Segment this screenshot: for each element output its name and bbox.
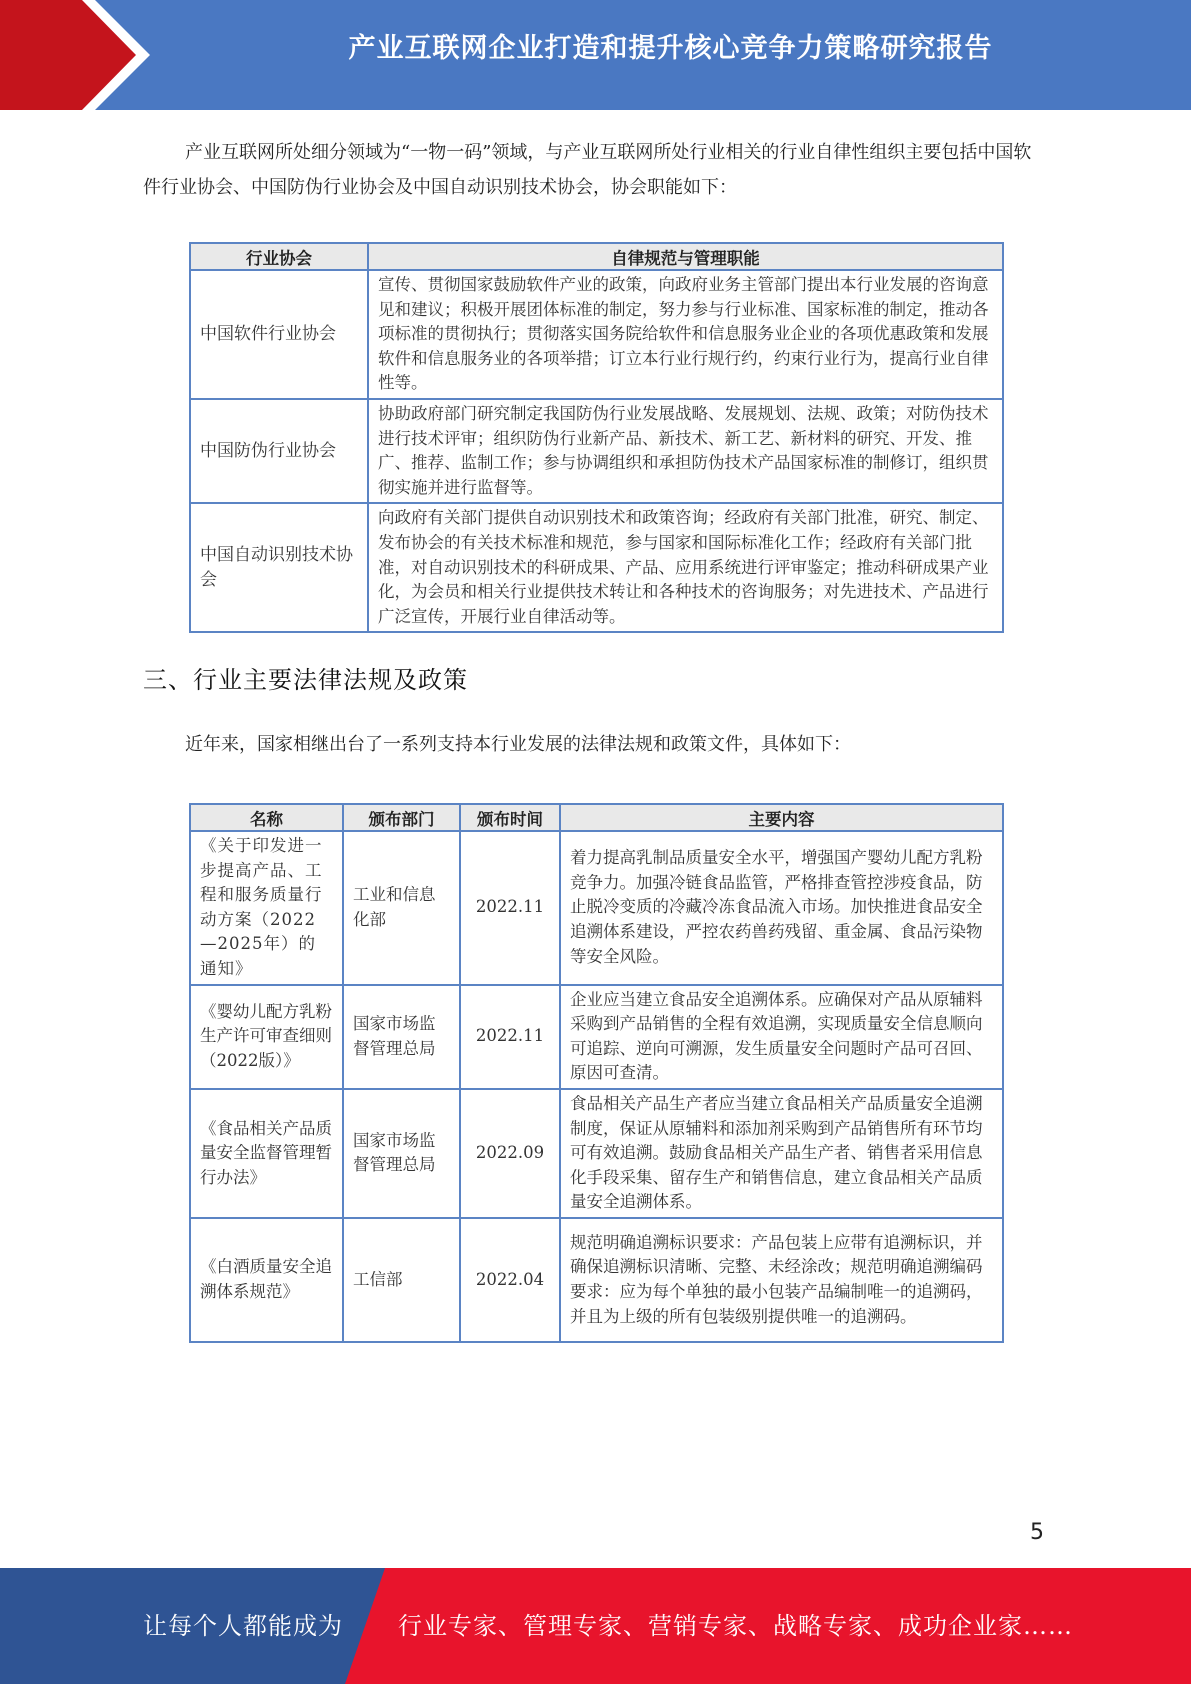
table-row (190, 985, 1003, 1089)
policy-content: 食品相关产品生产者应当建立食品相关产品质量安全追溯制度，保证从原辅料和添加剂采购到产品销售所有环节均可有效追溯。鼓励食品相关产品生产者、销售者采用信息化手段采集、留存生产和销售信息，建立食品相关产品质量安全追溯体系。 (560, 1089, 1003, 1218)
page-header (0, 0, 1191, 110)
association-duty: 协助政府部门研究制定我国防伪行业发展战略、发展规划、法规、政策；对防伪技术进行技术评审；组织防伪行业新产品、新技术、新工艺、新材料的研究、开发、推广、推荐、监制工作；参与协调组织和承担防伪技术产品国家标准的制修订，组织贯彻实施并进行监督等。 (368, 399, 1003, 503)
column-header: 名称 (190, 804, 343, 831)
policy-department: 国家市场监督管理总局 (343, 985, 460, 1089)
footer-slogan-right: 行业专家、管理专家、营销专家、战略专家、成功企业家…… (398, 1612, 1073, 1640)
association-name: 中国软件行业协会 (190, 270, 368, 399)
column-header: 行业协会 (190, 243, 368, 270)
association-duty: 宣传、贯彻国家鼓励软件产业的政策，向政府业务主管部门提出本行业发展的咨询意见和建议；积极开展团体标准的制定，努力参与行业标准、国家标准的制定，推动各项标准的贯彻执行；贯彻落实国务院给软件和信息服务业企业的各项优惠政策和发展软件和信息服务业的各项举措；订立本行业行规行约，约束行业行为，提高行业自律性等。 (368, 270, 1003, 399)
policy-name: 《白酒质量安全追溯体系规范》 (190, 1218, 343, 1342)
policy-name: 《食品相关产品质量安全监督管理暂行办法》 (190, 1089, 343, 1218)
column-header: 主要内容 (560, 804, 1003, 831)
policy-content: 着力提高乳制品质量安全水平，增强国产婴幼儿配方乳粉竞争力。加强冷链食品监管，严格排查管控涉疫食品，防止脱冷变质的冷藏冷冻食品流入市场。加快推进食品安全追溯体系建设，严控农药兽药残留、重金属、食品污染物等安全风险。 (560, 831, 1003, 985)
section-heading: 三、行业主要法律法规及政策 (143, 666, 468, 694)
policy-table (189, 803, 1004, 1343)
policy-department: 工信部 (343, 1218, 460, 1342)
table-row (190, 831, 1003, 985)
table-row (190, 503, 1003, 632)
table-header-row (190, 243, 1003, 270)
policy-date: 2022.09 (460, 1089, 560, 1218)
association-duty: 向政府有关部门提供自动识别技术和政策咨询；经政府有关部门批准，研究、制定、发布协会的有关技术标准和规范，参与国家和国际标准化工作；经政府有关部门批准，对自动识别技术的科研成果、产品、应用系统进行评审鉴定；推动科研成果产业化，为会员和相关行业提供技术转让和各种技术的咨询服务；对先进技术、产品进行广泛宣传，开展行业自律活动等。 (368, 503, 1003, 632)
column-header: 自律规范与管理职能 (368, 243, 1003, 270)
policy-intro-paragraph: 近年来，国家相继出台了一系列支持本行业发展的法律法规和政策文件，具体如下： (185, 734, 851, 755)
red-chevron-decoration (0, 0, 160, 110)
policy-date: 2022.11 (460, 831, 560, 985)
column-header: 颁布时间 (460, 804, 560, 831)
intro-paragraph: 产业互联网所处细分领域为“一物一码”领域，与产业互联网所处行业相关的行业自律性组织主要包括中国软件行业协会、中国防伪行业协会及中国自动识别技术协会，协会职能如下： (143, 142, 1032, 198)
footer-slogan-left: 让每个人都能成为 (143, 1612, 343, 1640)
policy-date: 2022.11 (460, 985, 560, 1089)
association-table (189, 242, 1004, 633)
policy-name: 《婴幼儿配方乳粉生产许可审查细则（2022版）》 (190, 985, 343, 1089)
policy-department: 工业和信息化部 (343, 831, 460, 985)
column-header: 颁布部门 (343, 804, 460, 831)
policy-content: 企业应当建立食品安全追溯体系。应确保对产品从原辅料采购到产品销售的全程有效追溯，实现质量安全信息顺向可追踪、逆向可溯源，发生质量安全问题时产品可召回、原因可查清。 (560, 985, 1003, 1089)
table-row (190, 270, 1003, 399)
page-number: 5 (1030, 1520, 1044, 1545)
policy-date: 2022.04 (460, 1218, 560, 1342)
association-name: 中国防伪行业协会 (190, 399, 368, 503)
association-name: 中国自动识别技术协会 (190, 503, 368, 632)
policy-department: 国家市场监督管理总局 (343, 1089, 460, 1218)
table-row (190, 1218, 1003, 1342)
policy-content: 规范明确追溯标识要求：产品包装上应带有追溯标识，并确保追溯标识清晰、完整、未经涂改；规范明确追溯编码要求：应为每个单独的最小包装产品编制唯一的追溯码，并且为上级的所有包装级别提供唯一的追溯码。 (560, 1218, 1003, 1342)
report-title: 产业互联网企业打造和提升核心竞争力策略研究报告 (348, 33, 993, 64)
page-footer (0, 1568, 1191, 1684)
table-header-row (190, 804, 1003, 831)
policy-name: 《关于印发进一步提高产品、工程和服务质量行动方案（2022—2025年）的通知》 (190, 831, 343, 985)
table-row (190, 1089, 1003, 1218)
table-row (190, 399, 1003, 503)
